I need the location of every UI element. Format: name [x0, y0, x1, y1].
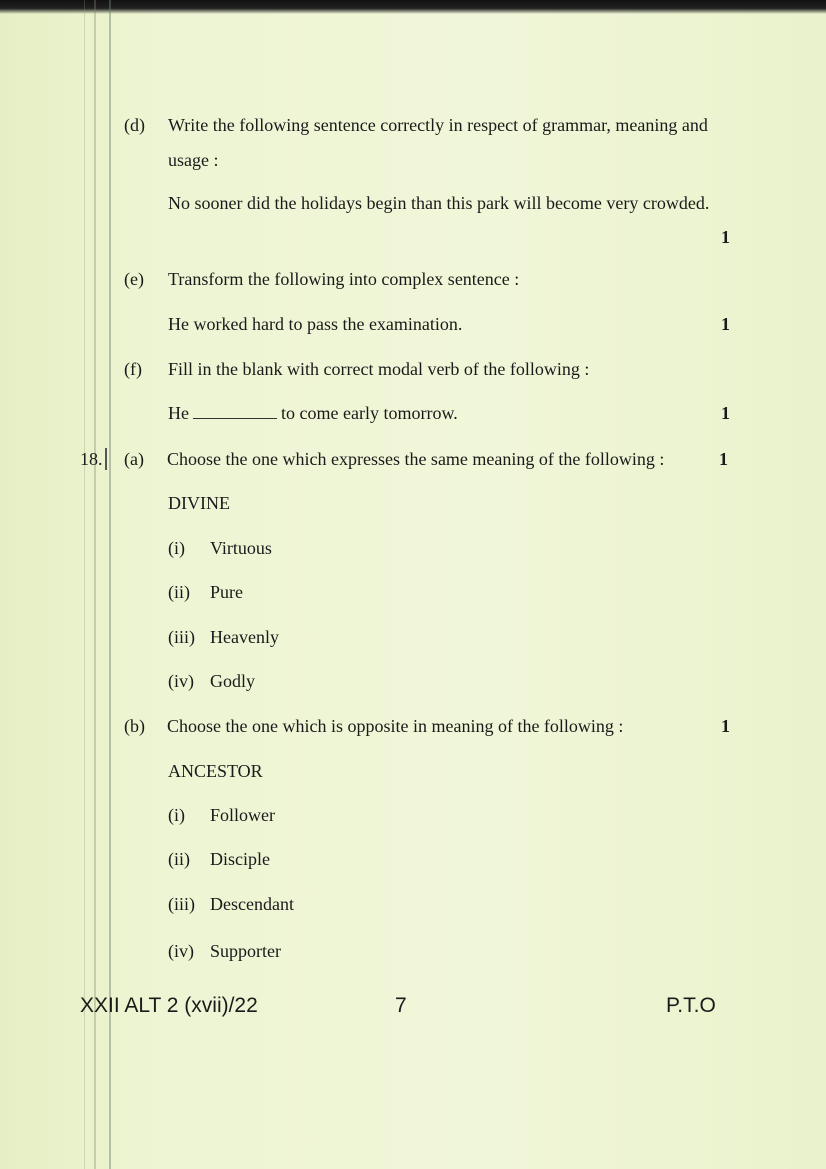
subquestion-label: (f): [124, 359, 142, 379]
option-text: Pure: [210, 582, 243, 602]
subquestion-label: (d): [124, 115, 145, 135]
mark-value: 1: [721, 716, 730, 736]
mark-value: 1: [721, 403, 730, 423]
sentence-start: He: [168, 403, 189, 423]
question-text: Write the following sentence correctly in respect of grammar, meaning and: [168, 115, 708, 135]
fill-in-sentence: [168, 402, 458, 424]
mark-value: 1: [721, 227, 730, 247]
option-text: Descendant: [210, 894, 294, 914]
option-text: Virtuous: [210, 538, 272, 558]
question-number: 18.: [80, 448, 107, 470]
option-number: (i): [168, 538, 185, 558]
question-sentence: He worked hard to pass the examination.: [168, 314, 463, 334]
subquestion-label: (e): [124, 269, 144, 289]
mark-value: 1: [721, 314, 730, 334]
option-number: (ii): [168, 582, 190, 602]
subquestion-label: (b): [124, 716, 145, 736]
question-text: usage :: [168, 150, 219, 170]
scan-top-edge: [0, 0, 826, 14]
question-text: Fill in the blank with correct modal verb of the following :: [168, 359, 590, 379]
option-text: Godly: [210, 671, 255, 691]
option-number: (iv): [168, 941, 194, 961]
option-number: (iv): [168, 671, 194, 691]
paper-code: XXII ALT 2 (xvii)/22: [80, 994, 258, 1017]
question-text: Transform the following into complex sentence :: [168, 269, 520, 289]
question-text: Choose the one which expresses the same meaning of the following :: [167, 449, 665, 469]
page-number: 7: [395, 994, 407, 1017]
answer-blank: [193, 402, 277, 419]
mark-value: 1: [719, 449, 728, 469]
question-text: Choose the one which is opposite in meaning of the following :: [167, 716, 624, 736]
pto-label: P.T.O: [666, 994, 716, 1017]
option-text: Follower: [210, 805, 275, 825]
sentence-end: to come early tomorrow.: [281, 403, 458, 423]
option-number: (i): [168, 805, 185, 825]
target-word: ANCESTOR: [168, 761, 263, 781]
option-number: (iii): [168, 627, 195, 647]
target-word: DIVINE: [168, 493, 230, 513]
option-number: (iii): [168, 894, 195, 914]
subquestion-label: (a): [124, 449, 144, 469]
option-text: Heavenly: [210, 627, 279, 647]
option-text: Supporter: [210, 941, 281, 961]
option-number: (ii): [168, 849, 190, 869]
option-text: Disciple: [210, 849, 270, 869]
question-sentence: No sooner did the holidays begin than this park will become very crowded.: [168, 193, 710, 213]
